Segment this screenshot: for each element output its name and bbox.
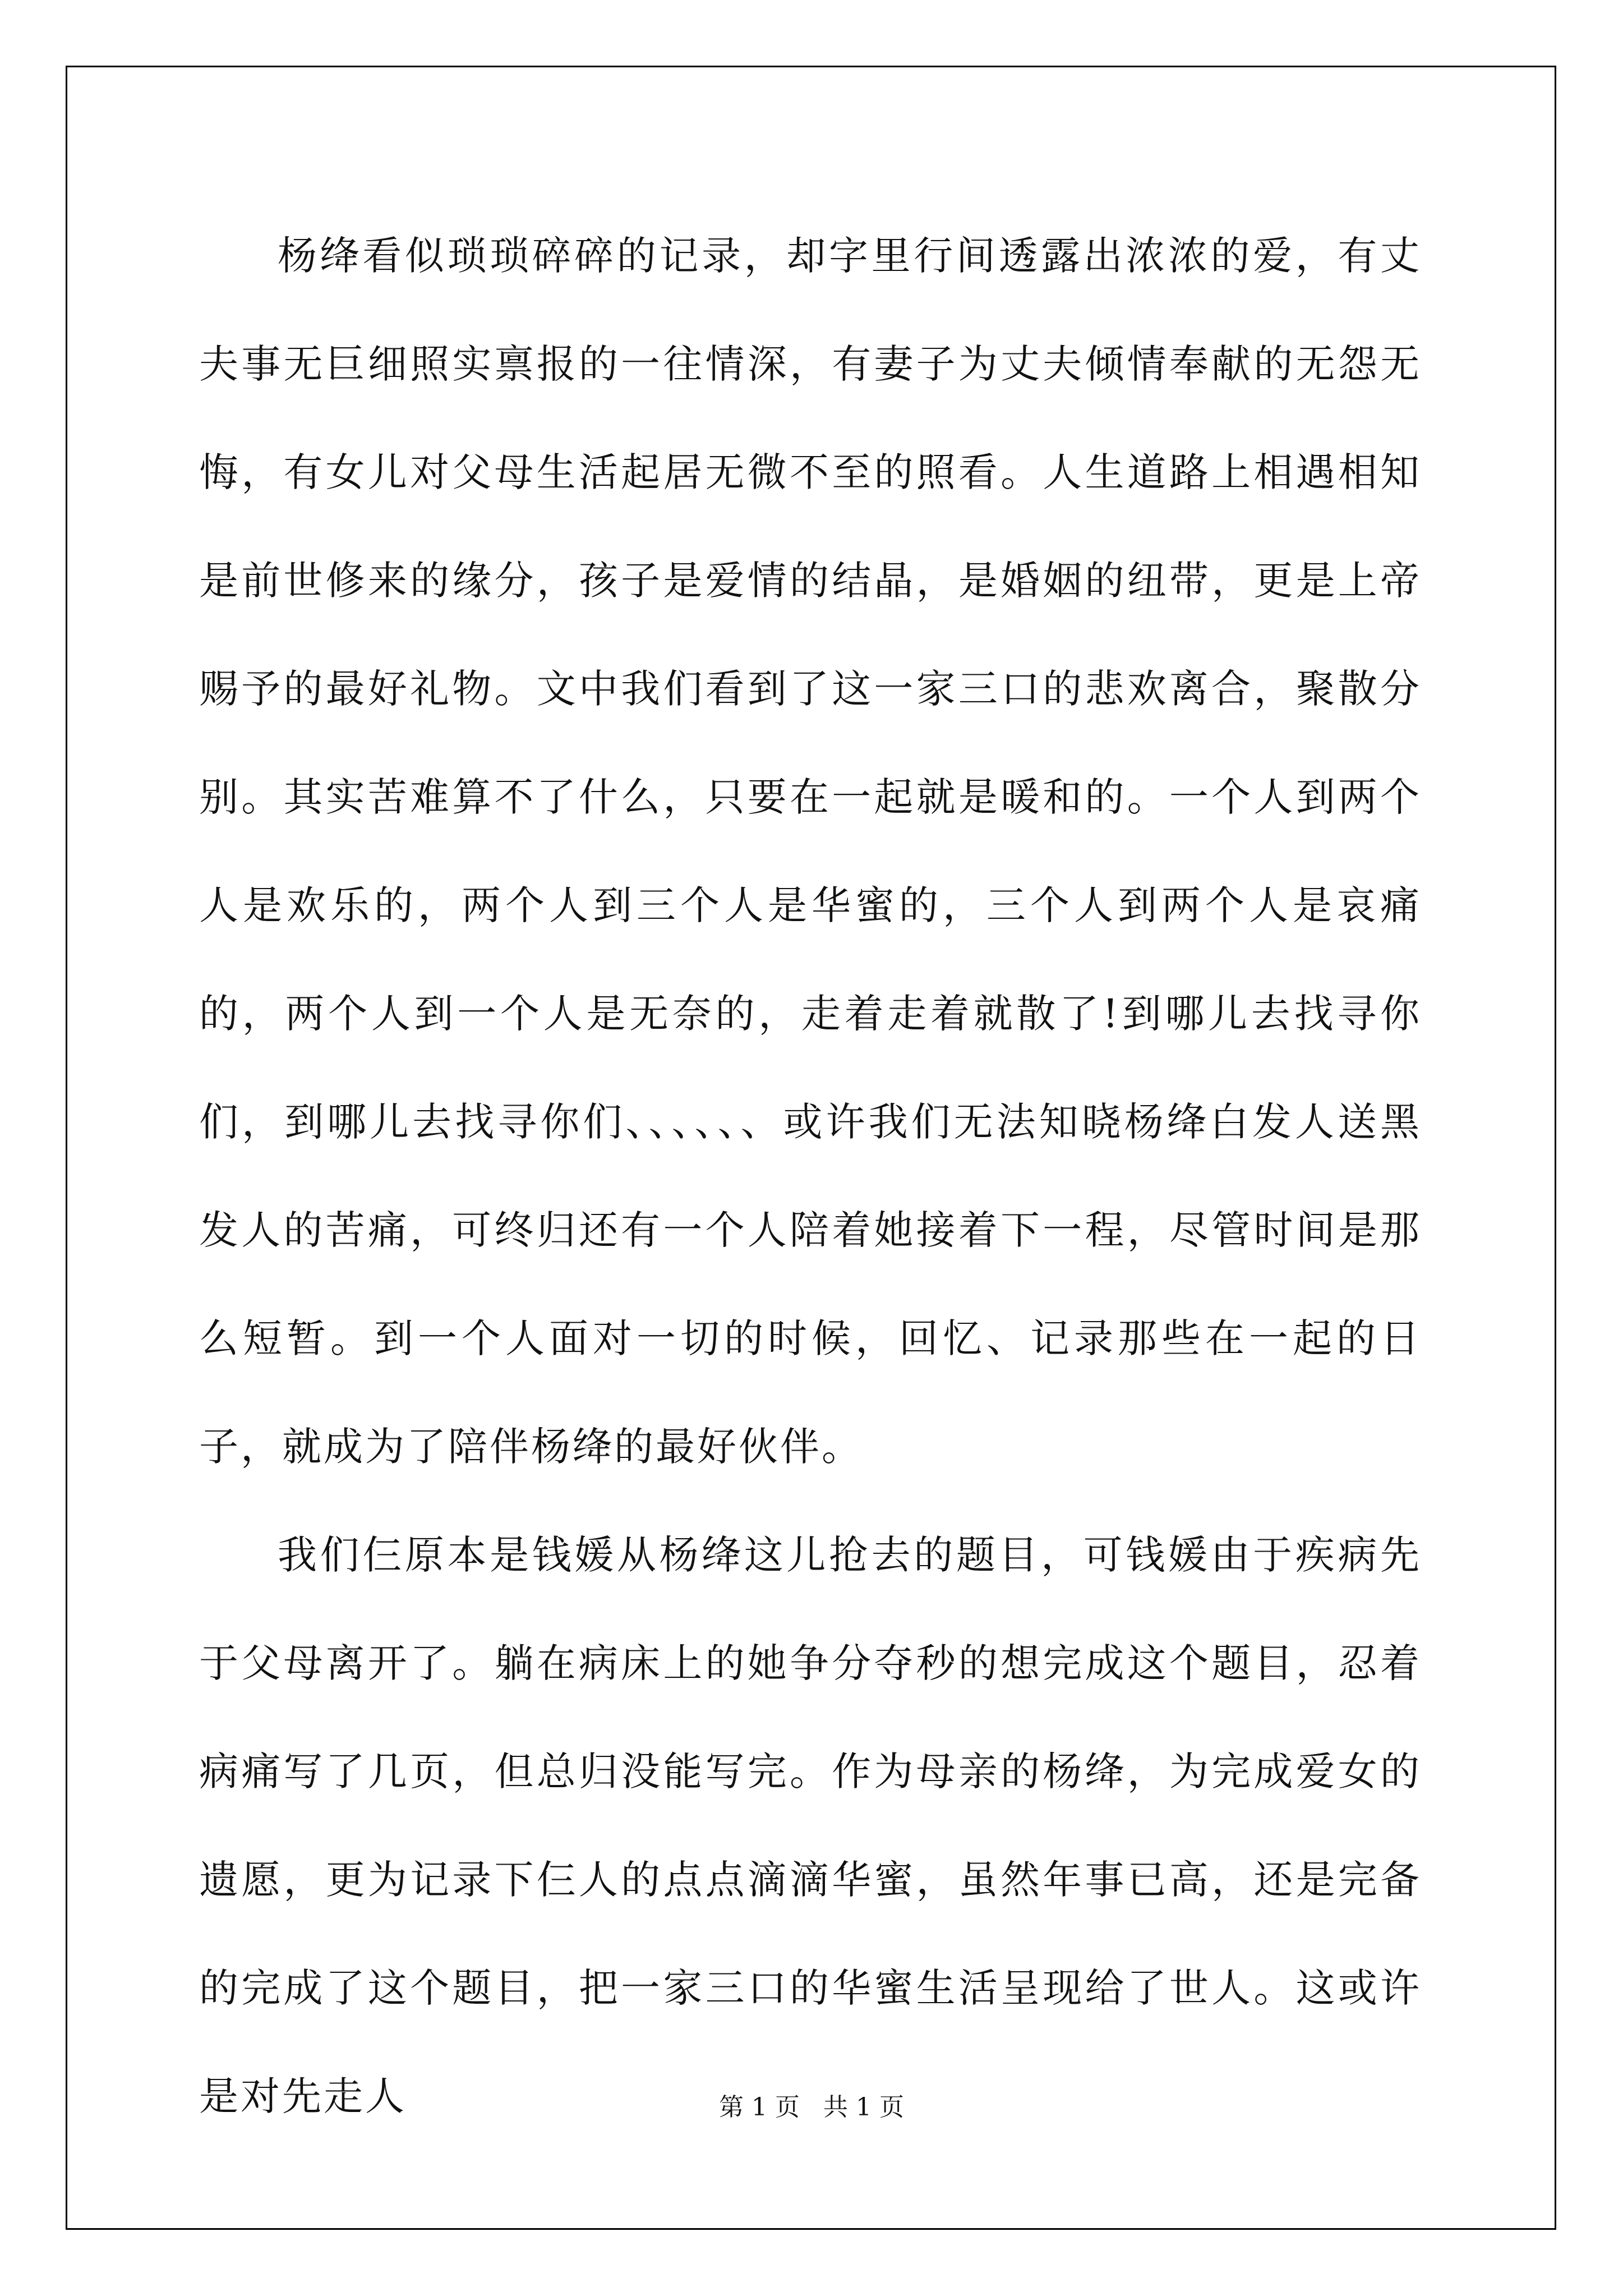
document-body: [199, 202, 1422, 2151]
paragraph-1: 杨绛看似琐琐碎碎的记录，却字里行间透露出浓浓的爱，有丈夫事无巨细照实禀报的一往情深，有妻子为丈夫倾情奉献的无怨无悔，有女儿对父母生活起居无微不至的照看。人生道路上相遇相知是前世修来的缘分，孩子是爱情的结晶，是婚姻的纽带，更是上帝赐予的最好礼物。文中我们看到了这一家三口的悲欢离合，聚散分别。其实苦难算不了什么，只要在一起就是暖和的。一个人到两个人是欢乐的，两个人到三个人是华蜜的，三个人到两个人是哀痛的，两个人到一个人是无奈的，走着走着就散了!到哪儿去找寻你们，到哪儿去找寻你们、、、、、、或许我们无法知晓杨绛白发人送黑发人的苦痛，可终归还有一个人陪着她接着下一程，尽管时间是那么短暂。到一个人面对一切的时候，回忆、记录那些在一起的日子，就成为了陪伴杨绛的最好伙伴。: [199, 233, 1422, 1470]
page-number-footer: 第 1 页 共 1 页: [719, 2093, 904, 2122]
paragraph-2: 我们仨原本是钱媛从杨绛这儿抢去的题目，可钱媛由于疾病先于父母离开了。躺在病床上的她争分夺秒的想完成这个题目，忍着病痛写了几页，但总归没能写完。作为母亲的杨绛，为完成爱女的遗愿，更为记录下仨人的点点滴滴华蜜，虽然年事已高，还是完备的完成了这个题目，把一家三口的华蜜生活呈现给了世人。这或许是对先走人: [199, 1532, 1422, 2119]
